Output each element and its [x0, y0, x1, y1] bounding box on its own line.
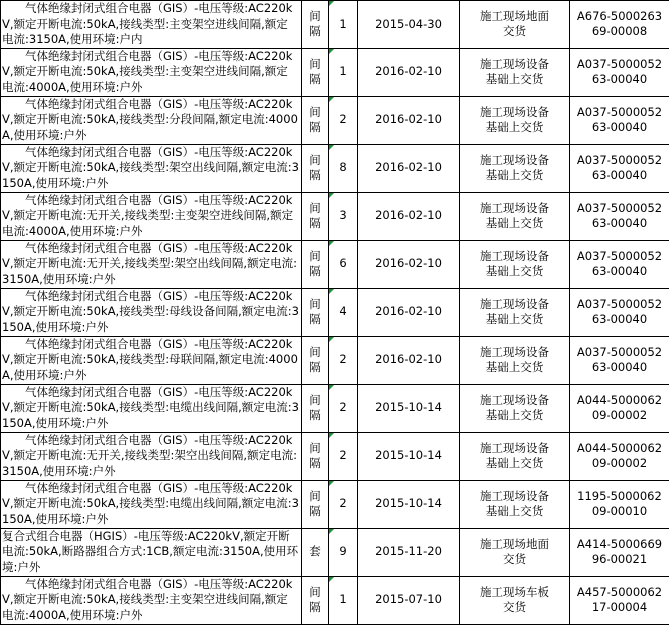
unit-cell: 间隔: [302, 240, 329, 288]
unit-cell: 间隔: [302, 432, 329, 480]
table-row: [1, 384, 669, 432]
desc-cell: [1, 144, 302, 192]
quantity-cell: 8: [329, 144, 358, 192]
item-description: 气体绝缘封闭式组合电器（GIS）-电压等级:AC220kV,额定开断电流:50kA,接线类型:主变架空进线间隔,额定电流:3150A,使用环境:户内: [2, 1, 293, 47]
quantity-cell: 3: [329, 192, 358, 240]
delivery-location-cell: 施工现场设备基础上交货: [460, 384, 570, 432]
quantity-cell: 9: [329, 528, 358, 576]
delivery-date-cell: 2016-02-10: [358, 48, 460, 96]
table-row: [1, 288, 669, 336]
delivery-date-cell: 2015-11-20: [358, 528, 460, 576]
delivery-location-cell: 施工现场设备基础上交货: [460, 240, 570, 288]
item-description: 气体绝缘封闭式组合电器（GIS）-电压等级:AC220kV,额定开断电流:50kA,接线类型:母联间隔,额定电流:4000A,使用环境:户外: [2, 336, 298, 383]
table-row: [1, 528, 669, 576]
quantity-cell: 4: [329, 288, 358, 336]
item-description: 气体绝缘封闭式组合电器（GIS）-电压等级:AC220kV,额定开断电流:50kA,接线类型:分段间隔,额定电流:4000A,使用环境:户外: [2, 96, 298, 143]
delivery-location-cell: 施工现场设备基础上交货: [460, 432, 570, 480]
delivery-location-cell: 施工现场设备基础上交货: [460, 96, 570, 144]
unit-cell: 间隔: [302, 48, 329, 96]
desc-cell: [1, 96, 302, 144]
desc-cell: [1, 288, 302, 336]
desc-cell: [1, 384, 302, 432]
delivery-date-cell: 2015-10-14: [358, 384, 460, 432]
table-row: [1, 1, 669, 49]
material-code-cell: A037-500005263-00040: [570, 144, 669, 192]
delivery-date-cell: 2016-02-10: [358, 240, 460, 288]
desc-cell: [1, 48, 302, 96]
delivery-date-cell: 2015-10-14: [358, 480, 460, 528]
material-code-cell: A457-500006217-00004: [570, 576, 669, 624]
unit-cell: 间隔: [302, 384, 329, 432]
delivery-location-cell: 施工现场设备基础上交货: [460, 336, 570, 384]
delivery-location-cell: 施工现场设备基础上交货: [460, 192, 570, 240]
delivery-location-cell: 施工现场车板交货: [460, 576, 570, 624]
delivery-date-cell: 2015-07-10: [358, 576, 460, 624]
material-code-cell: A414-500066996-00021: [570, 528, 669, 576]
material-code-cell: A037-500005263-00040: [570, 240, 669, 288]
table-row: [1, 480, 669, 528]
item-description: 气体绝缘封闭式组合电器（GIS）-电压等级:AC220kV,额定开断电流:无开关,接线类型:主变架空进线间隔,额定电流:4000A,使用环境:户外: [2, 192, 294, 239]
delivery-location-cell: 施工现场设备基础上交货: [460, 480, 570, 528]
unit-cell: 间隔: [302, 288, 329, 336]
table-row: [1, 432, 669, 480]
delivery-date-cell: 2016-02-10: [358, 192, 460, 240]
desc-cell: [1, 192, 302, 240]
material-code-cell: A037-500005263-00040: [570, 336, 669, 384]
delivery-date-cell: 2015-10-14: [358, 432, 460, 480]
quantity-cell: 2: [329, 480, 358, 528]
desc-cell: [1, 480, 302, 528]
delivery-location-cell: 施工现场设备基础上交货: [460, 288, 570, 336]
item-description: 气体绝缘封闭式组合电器（GIS）-电压等级:AC220kV,额定开断电流:50kA,接线类型:电缆出线间隔,额定电流:3150A,使用环境:户外: [2, 480, 299, 527]
desc-cell: [1, 528, 302, 576]
desc-cell: [1, 240, 302, 288]
desc-cell: [1, 576, 302, 624]
item-description: 气体绝缘封闭式组合电器（GIS）-电压等级:AC220kV,额定开断电流:50kA,接线类型:架空出线间隔,额定电流:3150A,使用环境:户外: [2, 144, 299, 191]
delivery-location-cell: 施工现场地面交货: [460, 528, 570, 576]
equipment-table-body: [1, 1, 669, 625]
unit-cell: 间隔: [302, 96, 329, 144]
table-row: [1, 240, 669, 288]
table-row: [1, 336, 669, 384]
item-description: 复合式组合电器（HGIS）-电压等级:AC220kV,额定开断电流:50kA,断路器组合方式:1CB,额定电流:3150A,使用环境:户外: [2, 528, 299, 575]
material-code-cell: A037-500005263-00040: [570, 288, 669, 336]
material-code-cell: A044-500006209-00002: [570, 432, 669, 480]
unit-cell: 间隔: [302, 144, 329, 192]
table-row: [1, 192, 669, 240]
item-description: 气体绝缘封闭式组合电器（GIS）-电压等级:AC220kV,额定开断电流:无开关,接线类型:架空出线间隔,额定电流:3150A,使用环境:户外: [2, 432, 297, 479]
quantity-cell: 1: [329, 1, 358, 49]
unit-cell: 间隔: [302, 1, 329, 49]
material-code-cell: A037-500005263-00040: [570, 192, 669, 240]
unit-cell: 套: [302, 528, 329, 576]
quantity-cell: 1: [329, 576, 358, 624]
material-code-cell: A037-500005263-00040: [570, 48, 669, 96]
quantity-cell: 2: [329, 432, 358, 480]
desc-cell: [1, 432, 302, 480]
table-row: [1, 96, 669, 144]
quantity-cell: 1: [329, 48, 358, 96]
material-code-cell: A676-500026369-00008: [570, 1, 669, 49]
delivery-location-cell: 施工现场地面交货: [460, 1, 570, 49]
material-code-cell: A044-500006209-00002: [570, 384, 669, 432]
unit-cell: 间隔: [302, 480, 329, 528]
material-code-cell: 1195-500006209-00010: [570, 480, 669, 528]
item-description: 气体绝缘封闭式组合电器（GIS）-电压等级:AC220kV,额定开断电流:50kA,接线类型:母线设备间隔,额定电流:3150A,使用环境:户外: [2, 288, 299, 335]
material-code-cell: A037-500005263-00040: [570, 96, 669, 144]
delivery-date-cell: 2016-02-10: [358, 288, 460, 336]
table-row: [1, 576, 669, 624]
table-row: [1, 144, 669, 192]
quantity-cell: 2: [329, 336, 358, 384]
desc-cell: [1, 336, 302, 384]
item-description: 气体绝缘封闭式组合电器（GIS）-电压等级:AC220kV,额定开断电流:50kA,接线类型:主变架空进线间隔,额定电流:4000A,使用环境:户外: [2, 48, 293, 95]
delivery-location-cell: 施工现场设备基础上交货: [460, 144, 570, 192]
desc-cell: [1, 1, 302, 49]
unit-cell: 间隔: [302, 336, 329, 384]
unit-cell: 间隔: [302, 192, 329, 240]
item-description: 气体绝缘封闭式组合电器（GIS）-电压等级:AC220kV,额定开断电流:无开关,接线类型:架空出线间隔,额定电流:3150A,使用环境:户外: [2, 240, 297, 287]
item-description: 气体绝缘封闭式组合电器（GIS）-电压等级:AC220kV,额定开断电流:50kA,接线类型:主变架空进线间隔,额定电流:4000A,使用环境:户外: [2, 576, 293, 622]
delivery-date-cell: 2016-02-10: [358, 144, 460, 192]
delivery-location-cell: 施工现场设备基础上交货: [460, 48, 570, 96]
delivery-date-cell: 2015-04-30: [358, 1, 460, 49]
table-row: [1, 48, 669, 96]
delivery-date-cell: 2016-02-10: [358, 96, 460, 144]
quantity-cell: 2: [329, 384, 358, 432]
quantity-cell: 6: [329, 240, 358, 288]
quantity-cell: 2: [329, 96, 358, 144]
unit-cell: 间隔: [302, 576, 329, 624]
delivery-date-cell: 2016-02-10: [358, 336, 460, 384]
item-description: 气体绝缘封闭式组合电器（GIS）-电压等级:AC220kV,额定开断电流:50kA,接线类型:电缆出线间隔,额定电流:3150A,使用环境:户外: [2, 384, 299, 431]
